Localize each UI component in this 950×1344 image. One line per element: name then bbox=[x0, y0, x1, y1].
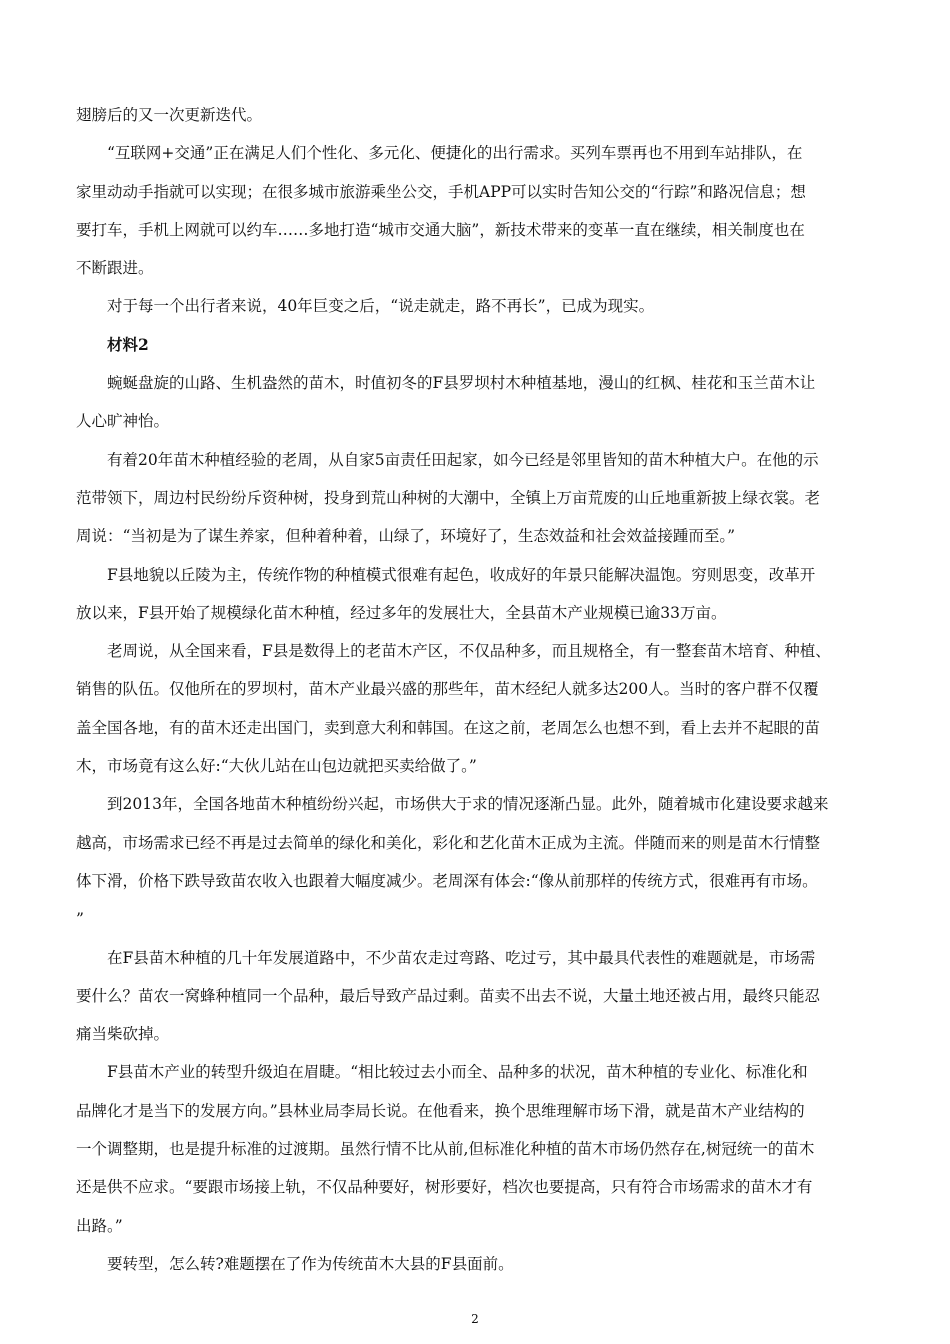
text-line: F县地貌以丘陵为主，传统作物的种植模式很难有起色，收成好的年景只能解决温饱。穷则思变，改革开 bbox=[107, 565, 816, 584]
text-line: 蜿蜒盘旋的山路、生机盎然的苗木，时值初冬的F县罗坝村木种植基地，漫山的红枫、桂花和玉兰苗木让 bbox=[107, 374, 816, 393]
text-line: 要转型，怎么转?难题摆在了作为传统苗木大县的F县面前。 bbox=[107, 1254, 514, 1273]
text-line: 老周说，从全国来看，F县是数得上的老苗木产区，不仅品种多，而且规格全，有一整套苗木培育、种植、 bbox=[107, 642, 831, 661]
text-line: 家里动动手指就可以实现；在很多城市旅游乘坐公交，手机APP可以实时告知公交的“行踪”和路况信息；想 bbox=[76, 182, 806, 201]
text-line: 痛当柴砍掉。 bbox=[76, 1025, 170, 1044]
paragraph-county-terrain bbox=[76, 556, 876, 633]
text-line: 出路。” bbox=[76, 1216, 123, 1235]
page-number: 2 bbox=[471, 1312, 479, 1326]
text-line: 对于每一个出行者来说，40年巨变之后，“说走就走，路不再长”，已成为现实。 bbox=[107, 297, 655, 316]
text-line: 还是供不应求。“要跟市场接上轨，不仅品种要好，树形要好，档次也要提高，只有符合市场需求的苗木才有 bbox=[76, 1178, 813, 1197]
paragraph-2013-market bbox=[76, 785, 876, 938]
text-line: 一个调整期，也是提升标准的过渡期。虽然行情不比从前,但标准化种植的苗木市场仍然存在,树冠统一的苗木 bbox=[76, 1140, 815, 1159]
paragraph-lao-zhou bbox=[76, 441, 876, 556]
text-line: 范带领下，周边村民纷纷斥资种树，投身到荒山种树的大潮中，全镇上万亩荒废的山丘地重新披上绿衣裳。老 bbox=[76, 488, 821, 507]
paragraph-mountain-road bbox=[76, 364, 876, 441]
text-line: 要打车，手机上网就可以约车……多地打造“城市交通大脑”，新技术带来的变革一直在继续，相关制度也在 bbox=[76, 220, 805, 239]
text-line: ” bbox=[76, 910, 84, 929]
paragraph-detours bbox=[76, 939, 876, 1054]
text-line: 人心旷神怡。 bbox=[76, 412, 170, 431]
text-line: 品牌化才是当下的发展方向。”县林业局李局长说。在他看来，换个思维理解市场下滑，就是苗木产业结构的 bbox=[76, 1101, 805, 1120]
text-line: “互联网+交通”正在满足人们个性化、多元化、便捷化的出行需求。买列车票再也不用到车站排队，在 bbox=[107, 144, 803, 163]
text-line: 不断跟进。 bbox=[76, 259, 154, 278]
paragraph-internet-transport bbox=[76, 134, 876, 287]
text-line: 盖全国各地，有的苗木还走出国门，卖到意大利和韩国。在这之前，老周怎么也想不到，看上去并不起眼的苗 bbox=[76, 718, 821, 737]
section-heading-material-2 bbox=[76, 326, 876, 364]
heading-text: 材料2 bbox=[107, 334, 149, 354]
paragraph-travel-reality bbox=[76, 287, 876, 325]
text-line: 销售的队伍。仅他所在的罗坝村，苗木产业最兴盛的那些年，苗木经纪人就多达200人。当时的客户群不仅覆 bbox=[76, 680, 819, 699]
text-line: 越高，市场需求已经不再是过去简单的绿化和美化，彩化和艺化苗木正成为主流。伴随而来的则是苗木行情整 bbox=[76, 833, 821, 852]
text-line: 到2013年，全国各地苗木种植纷纷兴起，市场供大于求的情况逐渐凸显。此外，随着城市化建设要求越来 bbox=[107, 795, 829, 814]
text-line: 放以来，F县开始了规模绿化苗木种植，经过多年的发展壮大，全县苗木产业规模已逾33万亩。 bbox=[76, 603, 727, 622]
text-line: 有着20年苗木种植经验的老周，从自家5亩责任田起家，如今已经是邻里皆知的苗木种植大户。在他的示 bbox=[107, 450, 819, 469]
paragraph-transformation bbox=[76, 1053, 876, 1244]
text-line: 翅膀后的又一次更新迭代。 bbox=[76, 106, 263, 124]
text-line: 在F县苗木种植的几十年发展道路中，不少苗农走过弯路、吃过亏，其中最具代表性的难题就是，市场需 bbox=[107, 948, 816, 967]
text-line: 木，市场竟有这么好:“大伙儿站在山包边就把买卖给做了。” bbox=[76, 757, 477, 776]
paragraph-closing-question bbox=[76, 1245, 876, 1283]
text-line: F县苗木产业的转型升级迫在眉睫。“相比较过去小而全、品种多的状况，苗木种植的专业化、标准化和 bbox=[107, 1063, 808, 1082]
paragraph-continuation bbox=[76, 96, 876, 134]
paragraph-nursery-region bbox=[76, 632, 876, 785]
text-line: 体下滑，价格下跌导致苗农收入也跟着大幅度减少。老周深有体会:“像从前那样的传统方式，很难再有市场。 bbox=[76, 871, 818, 890]
document-body bbox=[76, 96, 876, 1283]
text-line: 要什么？苗农一窝蜂种植同一个品种，最后导致产品过剩。苗卖不出去不说，大量土地还被占用，最终只能忍 bbox=[76, 986, 821, 1005]
text-line: 周说：“当初是为了谋生养家，但种着种着，山绿了，环境好了，生态效益和社会效益接踵而至。” bbox=[76, 527, 736, 546]
